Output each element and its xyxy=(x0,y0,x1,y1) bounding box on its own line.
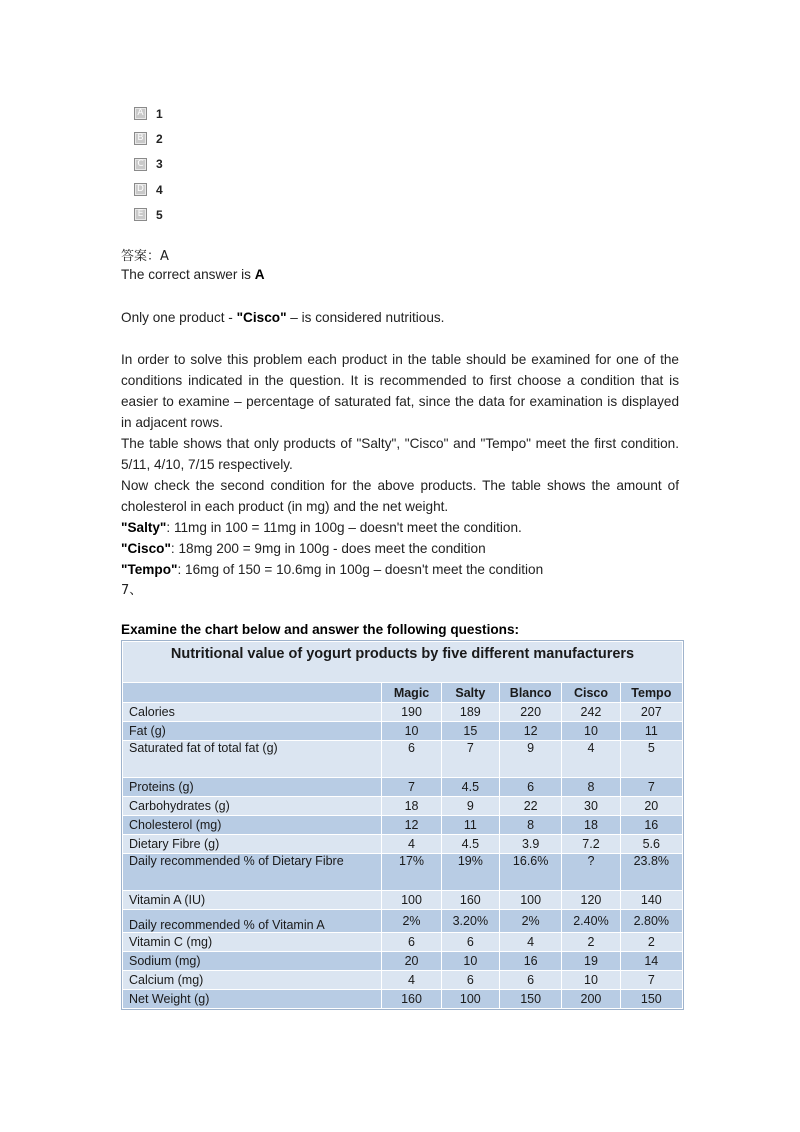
cell-magic: 100 xyxy=(382,891,441,910)
row-label: Sodium (mg) xyxy=(123,952,382,971)
header-cisco: Cisco xyxy=(562,683,620,703)
cell-cisco: 30 xyxy=(562,797,620,816)
option-value: 3 xyxy=(156,157,163,172)
cell-cisco: 4 xyxy=(562,741,620,778)
cell-blanco: 100 xyxy=(499,891,561,910)
correct-prefix: The correct answer is xyxy=(121,267,255,282)
explanation-paragraph: Now check the second condition for the above products. The table shows the amount of cholesterol in each product (in mg) and the net weight. xyxy=(121,478,679,514)
header-tempo: Tempo xyxy=(620,683,682,703)
cell-tempo: 2.80% xyxy=(620,910,682,933)
row-label: Proteins (g) xyxy=(123,778,382,797)
check-line-salty xyxy=(121,517,679,538)
cell-salty: 11 xyxy=(441,816,499,835)
option-letter-icon: A xyxy=(134,107,147,120)
cell-salty: 19% xyxy=(441,854,499,891)
table-row xyxy=(123,971,683,990)
cell-tempo: 14 xyxy=(620,952,682,971)
answer-label: 答案：A xyxy=(121,249,169,264)
cell-salty: 189 xyxy=(441,703,499,722)
check-product: "Cisco" xyxy=(121,541,171,556)
chart-intro: Examine the chart below and answer the following questions: xyxy=(121,622,520,637)
option-letter-icon: C xyxy=(134,158,147,171)
explanation-paragraph: The table shows that only products of "Salty", "Cisco" and "Tempo" meet the first condition. 5/11, 4/10, 7/15 respectively. xyxy=(121,436,679,472)
cell-tempo: 11 xyxy=(620,722,682,741)
cell-salty: 4.5 xyxy=(441,778,499,797)
cell-magic: 20 xyxy=(382,952,441,971)
cell-tempo: 7 xyxy=(620,778,682,797)
row-label: Daily recommended % of Vitamin A xyxy=(123,910,382,933)
nutrition-table xyxy=(122,641,683,1009)
summary-product: "Cisco" xyxy=(236,310,287,325)
option-e[interactable] xyxy=(134,202,163,227)
cell-cisco: 2.40% xyxy=(562,910,620,933)
check-text: : 18mg 200 = 9mg in 100g - does meet the condition xyxy=(170,541,486,556)
cell-blanco: 3.9 xyxy=(499,835,561,854)
cell-tempo: 16 xyxy=(620,816,682,835)
cell-salty: 7 xyxy=(441,741,499,778)
cell-cisco: 8 xyxy=(562,778,620,797)
cell-tempo: 20 xyxy=(620,797,682,816)
cell-blanco: 6 xyxy=(499,971,561,990)
row-label: Calories xyxy=(123,703,382,722)
cell-salty: 6 xyxy=(441,933,499,952)
check-line-cisco xyxy=(121,538,679,559)
cell-magic: 4 xyxy=(382,971,441,990)
table-title: Nutritional value of yogurt products by five different manufacturers xyxy=(123,642,683,683)
cell-salty: 3.20% xyxy=(441,910,499,933)
header-blank xyxy=(123,683,382,703)
cell-salty: 9 xyxy=(441,797,499,816)
cell-tempo: 150 xyxy=(620,990,682,1009)
cell-salty: 6 xyxy=(441,971,499,990)
table-row xyxy=(123,797,683,816)
row-label: Daily recommended % of Dietary Fibre xyxy=(123,854,382,891)
option-value: 2 xyxy=(156,131,163,146)
cell-magic: 6 xyxy=(382,933,441,952)
cell-tempo: 7 xyxy=(620,971,682,990)
option-value: 1 xyxy=(156,106,163,121)
cell-salty: 15 xyxy=(441,722,499,741)
summary-suffix: – is considered nutritious. xyxy=(286,310,445,325)
table-row xyxy=(123,854,683,891)
cell-tempo: 140 xyxy=(620,891,682,910)
cell-magic: 7 xyxy=(382,778,441,797)
table-row xyxy=(123,990,683,1009)
cell-salty: 100 xyxy=(441,990,499,1009)
check-text: : 16mg of 150 = 10.6mg in 100g – doesn't meet the condition xyxy=(177,562,544,577)
explanation-paragraph: In order to solve this problem each product in the table should be examined for one of the conditions indicated in the question. It is recommended to first choose a condition that is easier to examine – percentage of saturated fat, since the data for examination is displayed in adjacent rows. xyxy=(121,352,679,430)
cell-magic: 190 xyxy=(382,703,441,722)
row-label: Dietary Fibre (g) xyxy=(123,835,382,854)
cell-magic: 160 xyxy=(382,990,441,1009)
cell-blanco: 12 xyxy=(499,722,561,741)
cell-salty: 160 xyxy=(441,891,499,910)
cell-cisco: 18 xyxy=(562,816,620,835)
row-label: Vitamin A (IU) xyxy=(123,891,382,910)
option-letter-icon: B xyxy=(134,132,147,145)
option-value: 5 xyxy=(156,207,163,222)
option-c[interactable] xyxy=(134,152,163,177)
cell-cisco: 242 xyxy=(562,703,620,722)
cell-tempo: 2 xyxy=(620,933,682,952)
cell-cisco: 10 xyxy=(562,971,620,990)
check-line-tempo xyxy=(121,559,679,580)
cell-tempo: 5.6 xyxy=(620,835,682,854)
cell-blanco: 150 xyxy=(499,990,561,1009)
question-number: 7、 xyxy=(121,583,143,598)
correct-letter: A xyxy=(254,267,265,282)
cell-magic: 4 xyxy=(382,835,441,854)
check-text: : 11mg in 100 = 11mg in 100g – doesn't meet the condition. xyxy=(166,520,522,535)
cell-tempo: 23.8% xyxy=(620,854,682,891)
option-a[interactable] xyxy=(134,101,163,126)
cell-magic: 12 xyxy=(382,816,441,835)
answer-options xyxy=(134,101,163,227)
cell-salty: 4.5 xyxy=(441,835,499,854)
summary-prefix: Only one product - xyxy=(121,310,237,325)
row-label: Saturated fat of total fat (g) xyxy=(123,741,382,778)
header-magic: Magic xyxy=(382,683,441,703)
cell-blanco: 22 xyxy=(499,797,561,816)
explanation-block xyxy=(121,349,679,601)
table-row xyxy=(123,835,683,854)
cell-salty: 10 xyxy=(441,952,499,971)
table-row xyxy=(123,952,683,971)
correct-answer-line xyxy=(121,264,679,285)
cell-blanco: 8 xyxy=(499,816,561,835)
cell-magic: 6 xyxy=(382,741,441,778)
row-label: Carbohydrates (g) xyxy=(123,797,382,816)
table-row xyxy=(123,910,683,933)
row-label: Cholesterol (mg) xyxy=(123,816,382,835)
table-header-row xyxy=(123,683,683,703)
row-label: Calcium (mg) xyxy=(123,971,382,990)
cell-blanco: 9 xyxy=(499,741,561,778)
cell-cisco: 7.2 xyxy=(562,835,620,854)
table-row xyxy=(123,741,683,778)
option-d[interactable] xyxy=(134,177,163,202)
cell-magic: 18 xyxy=(382,797,441,816)
cell-blanco: 220 xyxy=(499,703,561,722)
row-label: Net Weight (g) xyxy=(123,990,382,1009)
row-label: Vitamin C (mg) xyxy=(123,933,382,952)
check-product: "Salty" xyxy=(121,520,167,535)
cell-magic: 17% xyxy=(382,854,441,891)
cell-cisco: 120 xyxy=(562,891,620,910)
cell-magic: 2% xyxy=(382,910,441,933)
table-row xyxy=(123,891,683,910)
cell-tempo: 5 xyxy=(620,741,682,778)
check-product: "Tempo" xyxy=(121,562,178,577)
cell-blanco: 4 xyxy=(499,933,561,952)
table-row xyxy=(123,933,683,952)
option-letter-icon: D xyxy=(134,183,147,196)
option-value: 4 xyxy=(156,182,163,197)
cell-blanco: 6 xyxy=(499,778,561,797)
cell-magic: 10 xyxy=(382,722,441,741)
cell-blanco: 2% xyxy=(499,910,561,933)
cell-blanco: 16 xyxy=(499,952,561,971)
summary-line xyxy=(121,307,679,328)
cell-tempo: 207 xyxy=(620,703,682,722)
cell-cisco: 19 xyxy=(562,952,620,971)
cell-cisco: 10 xyxy=(562,722,620,741)
header-salty: Salty xyxy=(441,683,499,703)
cell-cisco: 200 xyxy=(562,990,620,1009)
table-row xyxy=(123,778,683,797)
cell-cisco: ? xyxy=(562,854,620,891)
cell-blanco: 16.6% xyxy=(499,854,561,891)
option-b[interactable] xyxy=(134,126,163,151)
option-letter-icon: E xyxy=(134,208,147,221)
row-label: Fat (g) xyxy=(123,722,382,741)
table-row xyxy=(123,703,683,722)
cell-cisco: 2 xyxy=(562,933,620,952)
table-row xyxy=(123,816,683,835)
header-blanco: Blanco xyxy=(499,683,561,703)
table-row xyxy=(123,722,683,741)
